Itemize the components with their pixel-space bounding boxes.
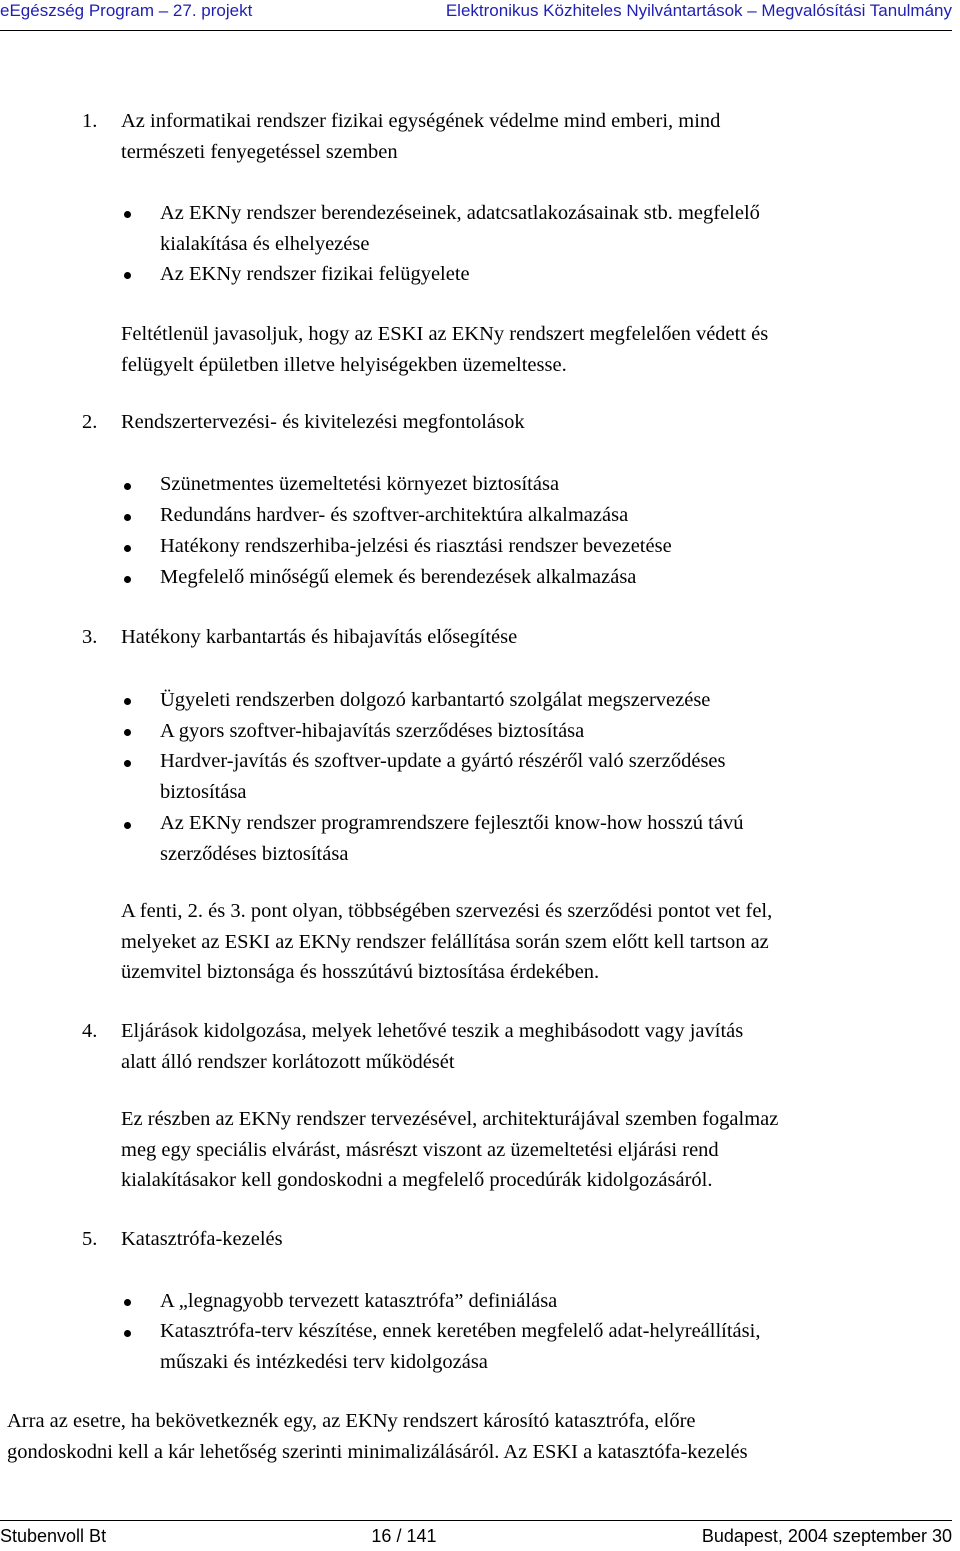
section-1-title-line2: természeti fenyegetéssel szemben — [121, 140, 398, 163]
bullet-icon — [124, 760, 131, 767]
bullet-icon — [124, 514, 131, 521]
section-2-bullet-2: Redundáns hardver- és szoftver-architektúra alkalmazása — [160, 504, 629, 526]
section-1-bullet-1 — [160, 198, 954, 259]
section-1-title-line1: Az informatikai rendszer fizikai egységének védelme mind emberi, mind — [121, 110, 721, 132]
section-4-title — [121, 1016, 954, 1077]
section-1-title — [121, 106, 954, 167]
bullet-icon — [124, 1299, 131, 1306]
header-program: eEgészség Program – 27. projekt — [0, 1, 253, 20]
section-3-bullet-2: A gyors szoftver-hibajavítás szerződéses biztosítása — [160, 720, 585, 742]
section-5-bullet-2 — [160, 1316, 954, 1377]
section-5-title: Katasztrófa-kezelés — [121, 1228, 283, 1250]
bullet-text-line: Az EKNy rendszer berendezéseinek, adatcsatlakozásainak stb. megfelelő — [160, 202, 760, 224]
bullet-icon — [124, 822, 131, 829]
page-footer — [0, 1520, 952, 1551]
bullet-icon — [124, 272, 131, 279]
header-title: Elektronikus Közhiteles Nyilvántartások – Megvalósítási Tanulmány — [445, 1, 952, 20]
section-3-bullet-1: Ügyeleti rendszerben dolgozó karbantartó szolgálat megszervezése — [160, 689, 711, 711]
paragraph-line: gondoskodni kell a kár lehetőség szerinti minimalizálásáról. Az ESKI a katasztófa-kezelés — [7, 1440, 748, 1463]
section-3-bullet-3 — [160, 746, 954, 807]
title-line: alatt álló rendszer korlátozott működését — [121, 1050, 455, 1073]
paragraph-line: Ez részben az EKNy rendszer tervezésével, architekturájával szemben fogalmaz — [121, 1108, 779, 1130]
section-1-number: 1. — [82, 110, 98, 132]
section-1-paragraph — [121, 319, 954, 380]
section-2-number: 2. — [82, 411, 98, 433]
section-3-bullet-4 — [160, 808, 954, 869]
paragraph-line: Arra az esetre, ha bekövetkeznék egy, az EKNy rendszert károsító katasztrófa, előre — [7, 1410, 696, 1432]
bullet-text-line: műszaki és intézkedési terv kidolgozása — [160, 1350, 488, 1373]
title-line: Eljárások kidolgozása, melyek lehetővé teszik a meghibásodott vagy javítás — [121, 1020, 744, 1042]
bullet-icon — [124, 698, 131, 705]
bullet-text-line: Az EKNy rendszer programrendszere fejlesztői know-how hosszú távú — [160, 812, 744, 834]
section-4-number: 4. — [82, 1020, 98, 1042]
section-2-bullet-4: Megfelelő minőségű elemek és berendezések alkalmazása — [160, 566, 637, 588]
section-2-bullet-3: Hatékony rendszerhiba-jelzési és riasztási rendszer bevezetése — [160, 535, 672, 557]
paragraph-line: üzemvitel biztonsága és hosszútávú biztosítása érdekében. — [121, 961, 600, 983]
paragraph-line: kialakításakor kell gondoskodni a megfelelő procedúrák kidolgozásáról. — [121, 1169, 713, 1191]
bullet-icon — [124, 483, 131, 490]
bullet-text-line: szerződéses biztosítása — [160, 842, 349, 865]
paragraph-line: melyeket az ESKI az EKNy rendszer felállítása során szem előtt kell tartson az — [121, 930, 769, 953]
section-4-paragraph — [121, 1104, 954, 1196]
section-5-number: 5. — [82, 1228, 98, 1250]
bullet-icon — [124, 1330, 131, 1337]
section-3-number: 3. — [82, 626, 98, 648]
bullet-text-line: biztosítása — [160, 780, 247, 803]
section-2-title: Rendszertervezési- és kivitelezési megfontolások — [121, 411, 525, 433]
bullet-text-line: Hardver-javítás és szoftver-update a gyártó részéről való szerződéses — [160, 750, 726, 772]
closing-paragraph — [7, 1406, 953, 1467]
section-3-paragraph — [121, 896, 954, 988]
footer-place-date: Budapest, 2004 szeptember 30 — [701, 1526, 952, 1546]
bullet-text-line: kialakítása és elhelyezése — [160, 232, 370, 255]
paragraph-line: meg egy speciális elvárást, másrészt viszont az üzemeltetési eljárási rend — [121, 1138, 719, 1161]
bullet-icon — [124, 545, 131, 552]
bullet-icon — [124, 576, 131, 583]
paragraph-line: A fenti, 2. és 3. pont olyan, többségében szervezési és szerződési pontot vet fel, — [121, 900, 773, 922]
bullet-text-line: Katasztrófa-terv készítése, ennek keretében megfelelő adat-helyreállítási, — [160, 1320, 761, 1342]
page-header — [0, 0, 952, 31]
section-3-title: Hatékony karbantartás és hibajavítás elősegítése — [121, 626, 518, 648]
section-1-bullet-2: Az EKNy rendszer fizikai felügyelete — [160, 263, 470, 285]
section-5-bullet-1: A „legnagyobb tervezett katasztrófa” definiálása — [160, 1290, 558, 1312]
section-2-bullet-1: Szünetmentes üzemeltetési környezet biztosítása — [160, 473, 560, 495]
paragraph-line: felügyelt épületben illetve helyiségekben üzemeltesse. — [121, 353, 567, 376]
bullet-icon — [124, 729, 131, 736]
footer-page-number: 16 / 141 — [371, 1526, 437, 1546]
footer-company: Stubenvoll Bt — [0, 1526, 107, 1546]
paragraph-line: Feltétlenül javasoljuk, hogy az ESKI az EKNy rendszert megfelelően védett és — [121, 323, 769, 345]
bullet-icon — [124, 211, 131, 218]
